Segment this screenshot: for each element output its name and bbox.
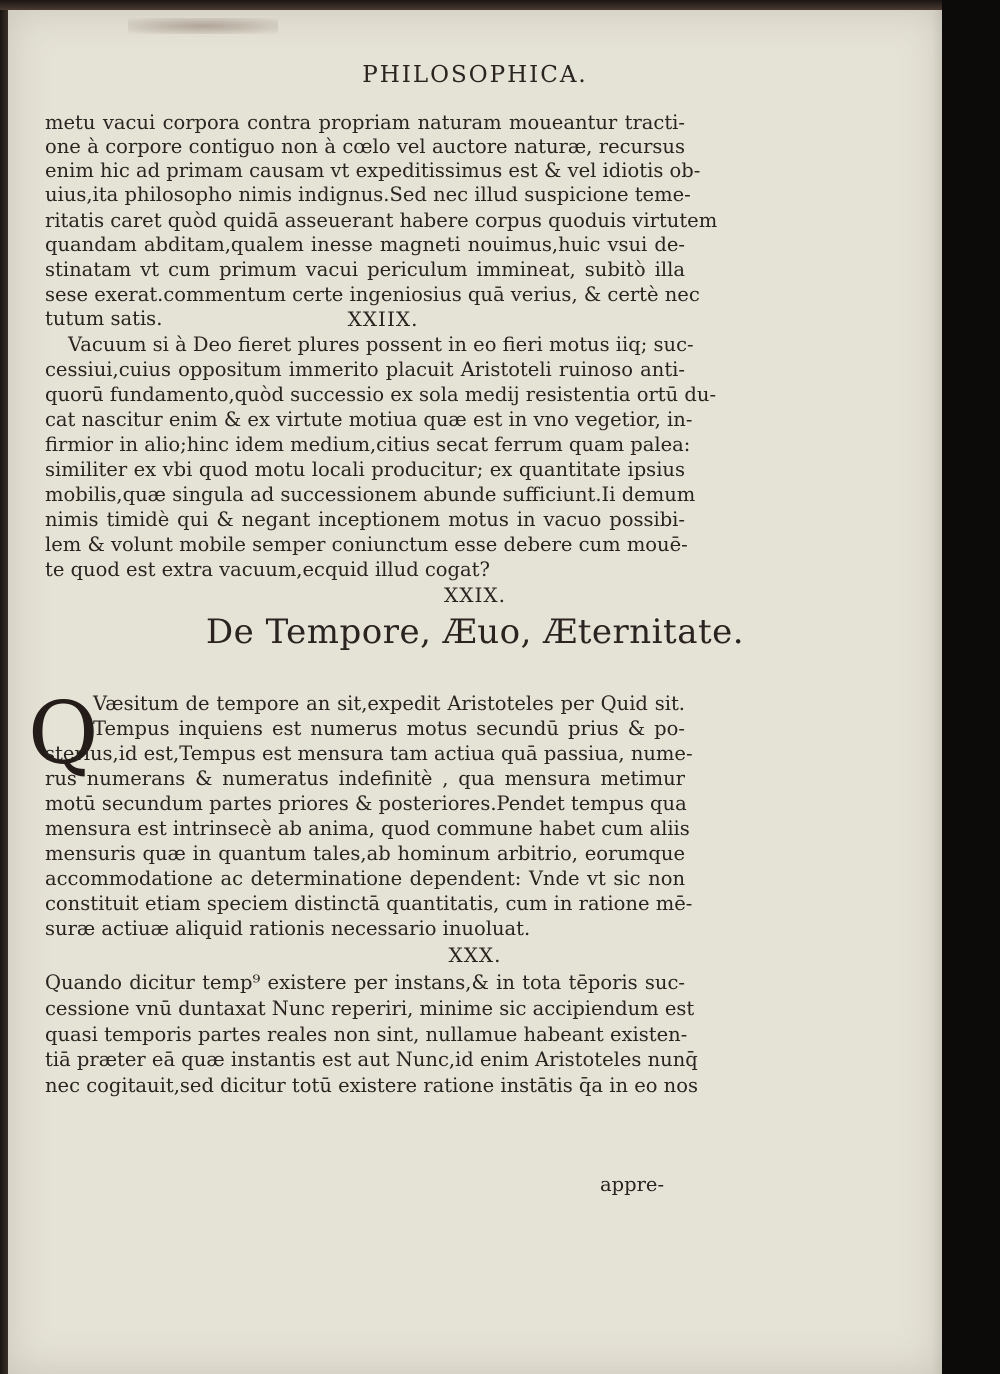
text-line: sese exerat.commentum certe ingeniosius quā verius, & certè nec bbox=[45, 283, 700, 306]
text-line: mensura est intrinsecè ab anima, quod commune habet cum aliis bbox=[45, 817, 690, 840]
text-line: firmior in alio;hinc idem medium,citius secat ferrum quam palea: bbox=[45, 433, 691, 456]
section-number-xxiix: XXIIX. bbox=[347, 307, 419, 331]
section-number-xxx: XXX. bbox=[448, 943, 502, 967]
text-line: Quando dicitur temp⁹ existere per instans,& in tota tēporis suc- bbox=[45, 971, 685, 994]
text-line: nec cogitauit,sed dicitur totū existere ratione instātis q̄a in eo nos bbox=[45, 1074, 698, 1097]
scan-border-top bbox=[0, 0, 945, 10]
paper-page bbox=[8, 8, 942, 1374]
text-line: metu vacui corpora contra propriam naturam moueantur tracti- bbox=[45, 111, 685, 134]
text-line: similiter ex vbi quod motu locali producitur; ex quantitate ipsius bbox=[45, 458, 685, 481]
text-line: mensuris quæ in quantum tales,ab hominum arbitrio, eorumque bbox=[45, 842, 685, 865]
text-line: uius,ita philosopho nimis indignus.Sed nec illud suspicione teme- bbox=[45, 183, 691, 206]
text-line: tiā præter eā quæ instantis est aut Nunc,id enim Aristoteles nunq̄ bbox=[45, 1048, 698, 1071]
text-line: Vacuum si à Deo fieret plures possent in eo fieri motus iiq; suc- bbox=[68, 333, 694, 356]
text-line: rus numerans & numeratus indefinitè , qua mensura metimur bbox=[45, 767, 685, 790]
text-line: quandam abditam,qualem inesse magneti nouimus,huic vsui de- bbox=[45, 233, 685, 256]
text-line: cat nascitur enim & ex virtute motiua quæ est in vno vegetior, in- bbox=[45, 408, 693, 431]
section-number-xxix: XXIX. bbox=[444, 583, 506, 607]
text-line: tutum satis. bbox=[45, 307, 163, 330]
chapter-title: De Tempore, Æuo, Æternitate. bbox=[205, 612, 745, 652]
text-line: Væsitum de tempore an sit,expedit Aristoteles per Quid sit. bbox=[93, 692, 685, 715]
text-line: te quod est extra vacuum,ecquid illud cogat? bbox=[45, 558, 490, 581]
text-line: mobilis,quæ singula ad successionem abunde sufficiunt.Ii demum bbox=[45, 483, 696, 506]
text-line: Tempus inquiens est numerus motus secundū prius & po- bbox=[93, 717, 685, 740]
text-line: quorū fundamento,quòd successio ex sola medij resistentia ortū du- bbox=[45, 383, 717, 406]
drop-cap: Q bbox=[28, 684, 99, 784]
catchword: appre- bbox=[600, 1173, 665, 1196]
text-line: enim hic ad primam causam vt expeditissimus est & vel idiotis ob- bbox=[45, 159, 701, 182]
text-line: accommodatione ac determinatione dependent: Vnde vt sic non bbox=[45, 867, 685, 890]
text-line: stinatam vt cum primum vacui periculum immineat, subitò illa bbox=[45, 258, 685, 281]
text-line: motū secundum partes priores & posteriores.Pendet tempus qua bbox=[45, 792, 687, 815]
text-line: quasi temporis partes reales non sint, nullamue habeant existen- bbox=[45, 1023, 688, 1046]
ink-stain bbox=[128, 18, 278, 34]
text-line: ritatis caret quòd quidā asseuerant habere corpus quoduis virtutem bbox=[45, 209, 718, 232]
text-line: constituit etiam speciem distinctā quantitatis, cum in ratione mē- bbox=[45, 892, 693, 915]
scan-border-left bbox=[0, 0, 8, 1374]
text-line: cessiui,cuius oppositum immerito placuit Aristoteli ruinoso anti- bbox=[45, 358, 685, 381]
text-line: suræ actiuæ aliquid rationis necessario inuoluat. bbox=[45, 917, 531, 940]
text-line: sterius,id est,Tempus est mensura tam actiua quā passiua, nume- bbox=[45, 742, 693, 765]
running-head: PHILOSOPHICA. bbox=[362, 62, 588, 88]
scan-background-right bbox=[942, 0, 1000, 1374]
text-line: cessione vnū duntaxat Nunc reperiri, minime sic accipiendum est bbox=[45, 997, 695, 1020]
text-line: one à corpore contiguo non à cœlo vel auctore naturæ, recursus bbox=[45, 135, 685, 158]
text-line: nimis timidè qui & negant inceptionem motus in vacuo possibi- bbox=[45, 508, 685, 531]
text-line: lem & volunt mobile semper coniunctum esse debere cum mouē- bbox=[45, 533, 688, 556]
